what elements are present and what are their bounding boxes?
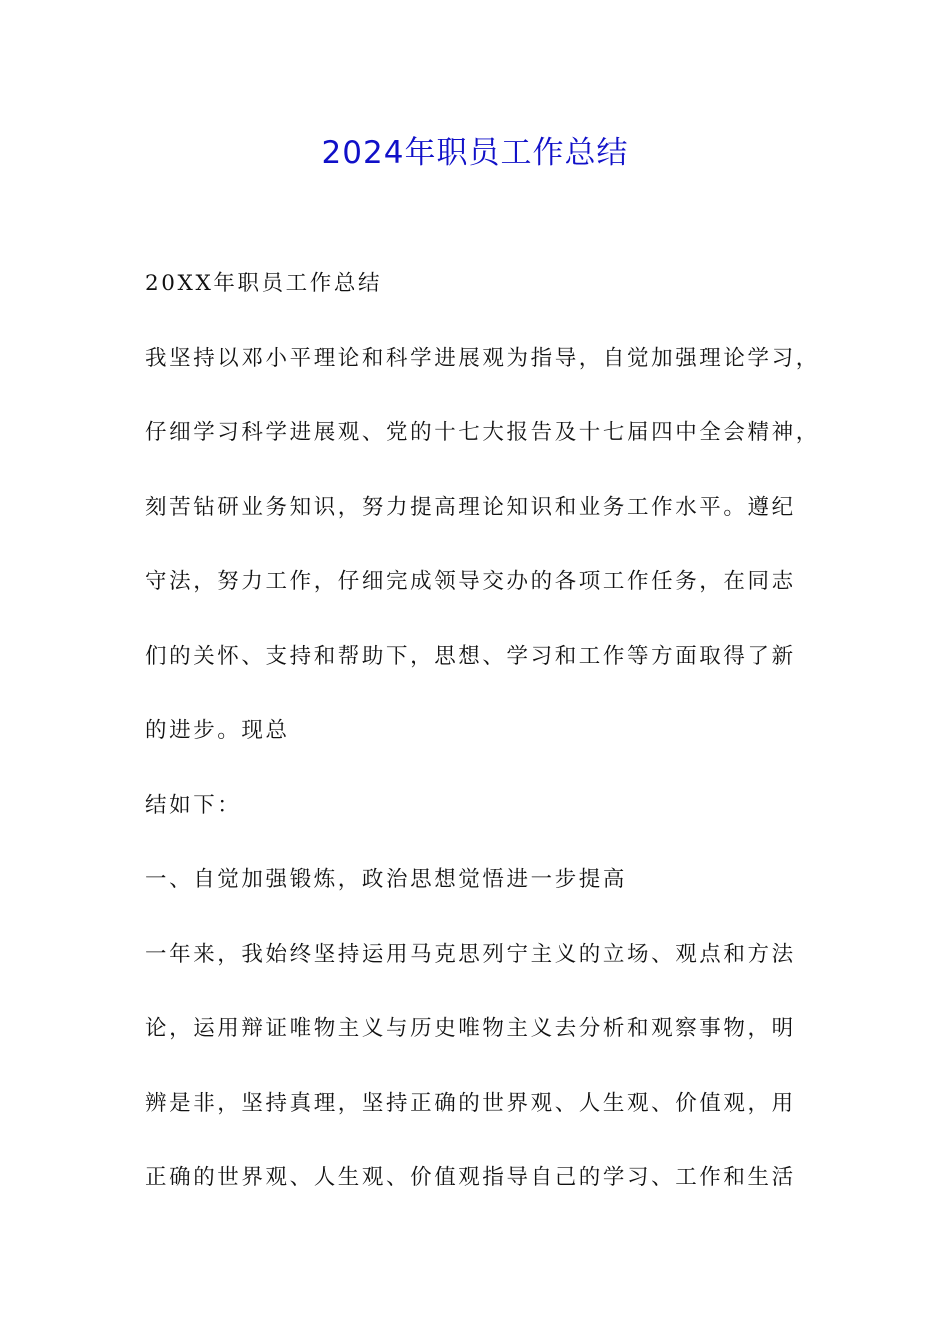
- body-line: 们的关怀、支持和帮助下，思想、学习和工作等方面取得了新: [145, 643, 796, 669]
- body-line: 结如下：: [145, 792, 242, 818]
- document-title: 2024年职员工作总结: [321, 135, 629, 171]
- body-line: 守法，努力工作，仔细完成领导交办的各项工作任务，在同志: [145, 569, 796, 594]
- body-line-subtitle: 20XX年职员工作总结: [145, 271, 383, 296]
- body-line: 辨是非，坚持真理，坚持正确的世界观、人生观、价值观，用: [145, 1090, 796, 1116]
- body-line: 论，运用辩证唯物主义与历史唯物主义去分析和观察事物，明: [145, 1016, 796, 1041]
- body-line: 刻苦钻研业务知识，努力提高理论知识和业务工作水平。遵纪: [145, 494, 796, 520]
- body-line: 正确的世界观、人生观、价值观指导自己的学习、工作和生活: [145, 1165, 796, 1190]
- body-line: 仔细学习科学进展观、党的十七大报告及十七届四中全会精神，: [145, 420, 820, 445]
- body-line: 的进步。现总: [145, 718, 290, 743]
- body-line: 一年来，我始终坚持运用马克思列宁主义的立场、观点和方法: [145, 941, 796, 967]
- document-body: [145, 260, 820, 1229]
- section-heading: 一、自觉加强锻炼，政治思想觉悟进一步提高: [145, 867, 628, 892]
- body-line: 我坚持以邓小平理论和科学进展观为指导，自觉加强理论学习，: [145, 345, 820, 371]
